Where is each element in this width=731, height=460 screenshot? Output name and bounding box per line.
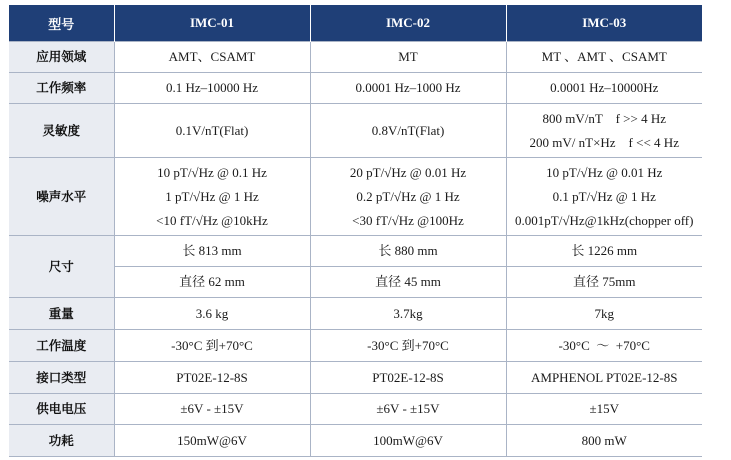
cell-value: -30°C ～ +70°C [506, 330, 702, 362]
cell-line: 0.2 pT/√Hz @ 1 Hz [356, 188, 460, 204]
cell-value: MT [310, 42, 506, 73]
cell-line: 0.1 pT/√Hz @ 1 Hz [552, 188, 656, 204]
cell-line: 800 mV/nT f >> 4 Hz [542, 110, 666, 126]
cell-value [506, 158, 702, 236]
row-frequency [9, 73, 702, 104]
cell-value: 800 mW [506, 425, 702, 457]
row-label: 接口类型 [9, 362, 114, 394]
size-length: 长 880 mm [311, 236, 506, 267]
row-connector [9, 362, 702, 394]
row-label: 应用领域 [9, 42, 114, 73]
cell-line: 10 pT/√Hz @ 0.1 Hz [157, 164, 267, 180]
cell-line: 0.001pT/√Hz@1kHz(chopper off) [515, 212, 694, 228]
cell-value: 3.7kg [310, 298, 506, 330]
cell-value: 0.8V/nT(Flat) [310, 104, 506, 158]
row-size [9, 236, 702, 298]
row-power [9, 425, 702, 457]
cell-line: 1 pT/√Hz @ 1 Hz [165, 188, 259, 204]
row-temperature [9, 330, 702, 362]
row-noise [9, 158, 702, 236]
cell-value: 100mW@6V [310, 425, 506, 457]
cell-line: 20 pT/√Hz @ 0.01 Hz [349, 164, 467, 180]
header-imc-02: IMC-02 [310, 5, 506, 42]
row-label: 工作频率 [9, 73, 114, 104]
cell-value [114, 158, 310, 236]
cell-value [114, 236, 310, 298]
row-label: 灵敏度 [9, 104, 114, 158]
cell-value: 0.1 Hz–10000 Hz [114, 73, 310, 104]
row-label: 功耗 [9, 425, 114, 457]
spec-table [9, 5, 702, 457]
size-length: 长 1226 mm [507, 236, 703, 267]
cell-value [506, 104, 702, 158]
row-label: 供电电压 [9, 394, 114, 425]
row-label: 工作温度 [9, 330, 114, 362]
cell-value: AMT、CSAMT [114, 42, 310, 73]
cell-value: 0.0001 Hz–10000Hz [506, 73, 702, 104]
cell-value: ±15V [506, 394, 702, 425]
cell-value: AMPHENOL PT02E-12-8S [506, 362, 702, 394]
cell-line: 10 pT/√Hz @ 0.01 Hz [546, 164, 663, 180]
cell-value: 7kg [506, 298, 702, 330]
row-voltage [9, 394, 702, 425]
cell-value: 0.0001 Hz–1000 Hz [310, 73, 506, 104]
cell-value: 3.6 kg [114, 298, 310, 330]
row-label: 噪声水平 [9, 158, 114, 236]
row-application [9, 42, 702, 73]
cell-value: ±6V - ±15V [310, 394, 506, 425]
row-label: 重量 [9, 298, 114, 330]
row-weight [9, 298, 702, 330]
size-diameter: 直径 45 mm [375, 274, 441, 289]
cell-value: 150mW@6V [114, 425, 310, 457]
cell-value: PT02E-12-8S [114, 362, 310, 394]
cell-value [310, 236, 506, 298]
cell-value [506, 236, 702, 298]
header-label: 型号 [9, 5, 114, 42]
cell-value [310, 158, 506, 236]
size-diameter: 直径 75mm [573, 274, 636, 289]
row-label: 尺寸 [9, 236, 114, 298]
cell-line: <10 fT/√Hz @10kHz [156, 212, 268, 228]
header-imc-03: IMC-03 [506, 5, 702, 42]
cell-value: ±6V - ±15V [114, 394, 310, 425]
cell-value: PT02E-12-8S [310, 362, 506, 394]
size-length: 长 813 mm [115, 236, 310, 267]
cell-value: MT 、AMT 、CSAMT [506, 42, 702, 73]
cell-line: 200 mV/ nT×Hz f << 4 Hz [529, 134, 679, 150]
cell-line: <30 fT/√Hz @100Hz [352, 212, 464, 228]
cell-value: 0.1V/nT(Flat) [114, 104, 310, 158]
row-sensitivity [9, 104, 702, 158]
header-row [9, 5, 702, 42]
size-diameter: 直径 62 mm [179, 274, 245, 289]
cell-value: -30°C 到+70°C [114, 330, 310, 362]
header-imc-01: IMC-01 [114, 5, 310, 42]
cell-value: -30°C 到+70°C [310, 330, 506, 362]
